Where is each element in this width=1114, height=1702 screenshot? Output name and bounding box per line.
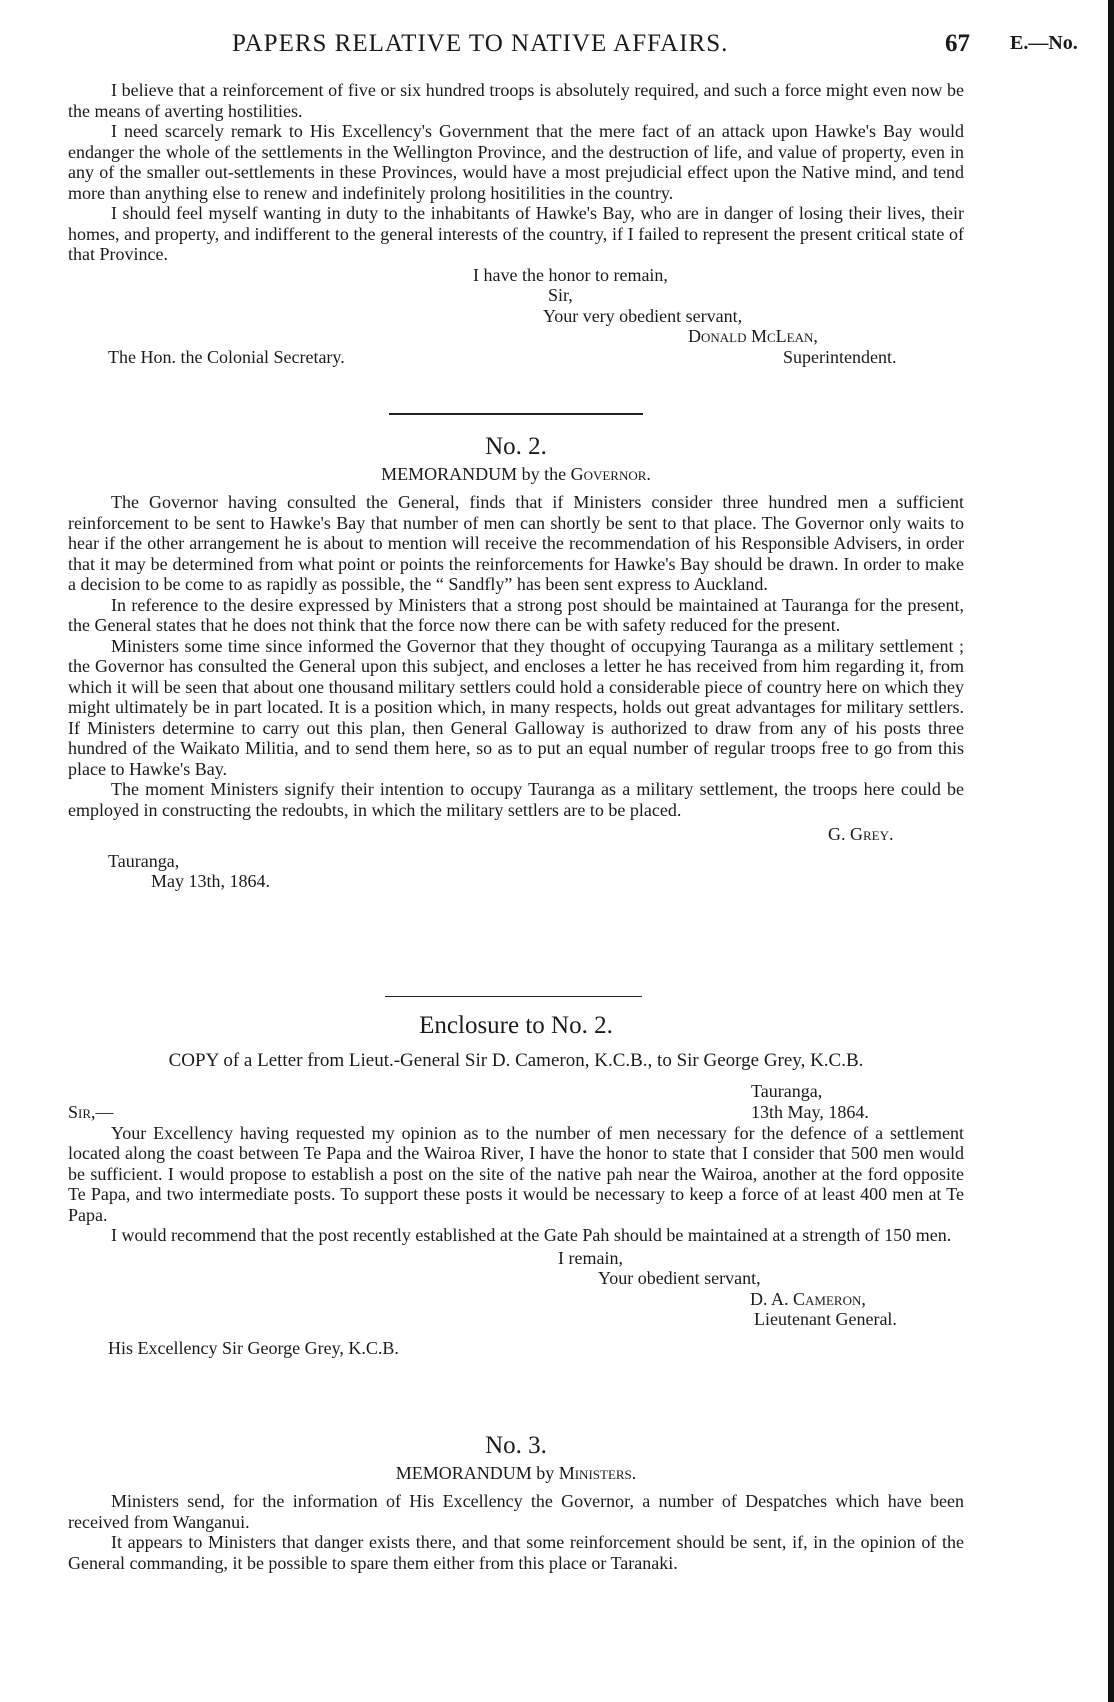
salutation: Sir,— xyxy=(68,1101,114,1122)
copy-line: COPY of a Letter from Lieut.-General Sir D. Cameron, K.C.B., to Sir George Grey, K.C.B. xyxy=(168,1049,864,1071)
closing-line: I remain, xyxy=(558,1247,623,1268)
date: May 13th, 1864. xyxy=(151,871,270,891)
section-divider xyxy=(389,413,643,415)
document-reference: E.—No. xyxy=(1010,32,1078,54)
paragraph: In reference to the desire expressed by Ministers that a strong post should be maintained at Tauranga for the present, the General states that he does not think that the force now there can be with safety reduced for the present. xyxy=(68,594,964,635)
paragraph: I need scarcely remark to His Excellency's Government that the mere fact of an attack upon Hawke's Bay would endanger the whole of the settlements in the Wellington Province, and the destruction of life, and value of property, even in any of the smaller out-settlements in these Provinces, would have a most prejudicial effect upon the Native mind, and tend more than anything else to renew and indefinitely prolong hositilities in the country. xyxy=(68,121,964,203)
enclosure-letter xyxy=(68,1012,964,1358)
addressee: His Excellency Sir George Grey, K.C.B. xyxy=(108,1337,399,1358)
paragraph: The moment Ministers signify their intention to occupy Tauranga as a military settlement, the troops here could be employed in constructing the redoubts, in which the military settlers are to be placed. xyxy=(68,779,964,820)
place: Tauranga, xyxy=(108,850,180,871)
memorandum-no3 xyxy=(68,1432,964,1573)
signature-title: Lieutenant General. xyxy=(754,1309,897,1329)
closing-line: Your very obedient servant, xyxy=(543,305,743,326)
place: Tauranga, xyxy=(751,1081,823,1101)
memorandum-subheading xyxy=(68,464,964,485)
section-divider xyxy=(385,996,642,997)
closing-line: Sir, xyxy=(548,285,573,305)
memorandum-subheading xyxy=(68,1463,964,1484)
signoff-row xyxy=(68,347,964,368)
paragraph: Ministers send, for the information of His Excellency the Governor, a number of Despatches which have been received from Wanganui. xyxy=(68,1491,964,1532)
page-number: 67 xyxy=(945,30,970,57)
paragraph: Your Excellency having requested my opinion as to the number of men necessary for the defence of a settlement located along the coast between Te Papa and the Wairoa River, I have the honor to state that I consider that 500 men would be sufficient. I would propose to establish a post on the site of the native pah near the Wairoa, another at the ford opposite Te Papa, and two intermediate posts. To support these posts it would be necessary to keep a force of at least 400 men at Te Papa. xyxy=(68,1122,964,1225)
paragraph: It appears to Ministers that danger exists there, and that some reinforcement should be sent, if, in the opinion of the General commanding, it be possible to spare them either from this place or Taranaki. xyxy=(68,1532,964,1573)
signature: D. A. Cameron, xyxy=(750,1288,866,1309)
memorandum-no2 xyxy=(68,433,964,892)
enclosure-heading: Enclosure to No. 2. xyxy=(419,1012,613,1039)
addressee: The Hon. the Colonial Secretary. xyxy=(108,346,345,367)
paragraph: Ministers some time since informed the Governor that they thought of occupying Tauranga as a military settlement ; the Governor has consulted the General upon this subject, and encloses a letter he has received from him regarding it, from which it will be seen that about one thousand military settlers could hold a considerable piece of country here on which they might ultimately be in part located. It is a position which, in many respects, holds out great advantages for military settlers. If Ministers determine to carry out this plan, then General Galloway is authorized to draw from any of his posts three hundred of the Waikato Militia, and to send them here, so as to put an equal number of regular troops free to go from this place to Hawke's Bay. xyxy=(68,635,964,779)
page-edge-bar xyxy=(1108,0,1114,1702)
section-heading: No. 3. xyxy=(485,1432,547,1459)
paragraph: The Governor having consulted the General, finds that if Ministers consider three hundred men a sufficient reinforcement to be sent to Hawke's Bay that number of men can shortly be sent to that place. The Governor only waits to hear if the other arrangement he is about to mention will receive the recommendation of his Responsible Advisers, in order that it may be determined from what point or points the reinforcements for Hawke's Bay should be drawn. In order to make a decision to be come to as rapidly as possible, the “ Sandfly” has been sent express to Auckland. xyxy=(68,492,964,594)
date: 13th May, 1864. xyxy=(751,1101,869,1122)
closing-line: I have the honor to remain, xyxy=(473,264,668,285)
subheading-author: Governor. xyxy=(570,463,651,484)
section-heading: No. 2. xyxy=(485,433,547,460)
salutation-row xyxy=(68,1102,964,1123)
paragraph: I should feel myself wanting in duty to the inhabitants of Hawke's Bay, who are in danger of losing their lives, their homes, and property, and indifferent to the general interests of the country, if I failed to represent the present critical state of that Province. xyxy=(68,203,964,264)
subheading-prefix: MEMORANDUM by xyxy=(395,1462,555,1483)
closing-line: Your obedient servant, xyxy=(598,1268,761,1288)
running-title: PAPERS RELATIVE TO NATIVE AFFAIRS. xyxy=(232,30,729,57)
subheading-author: Ministers. xyxy=(558,1462,637,1483)
page-header xyxy=(0,30,1114,64)
signature: G. Grey. xyxy=(828,824,894,844)
paragraph: I would recommend that the post recently established at the Gate Pah should be maintained at a strength of 150 men. xyxy=(111,1225,952,1245)
letter-mclean xyxy=(68,80,964,368)
paragraph: I believe that a reinforcement of five or six hundred troops is absolutely required, and such a force might even now be the means of averting hostilities. xyxy=(68,80,964,121)
signature-title: Superintendent. xyxy=(783,346,897,367)
subheading-prefix: MEMORANDUM by the xyxy=(381,463,567,484)
signature: Donald McLean, xyxy=(688,326,818,346)
